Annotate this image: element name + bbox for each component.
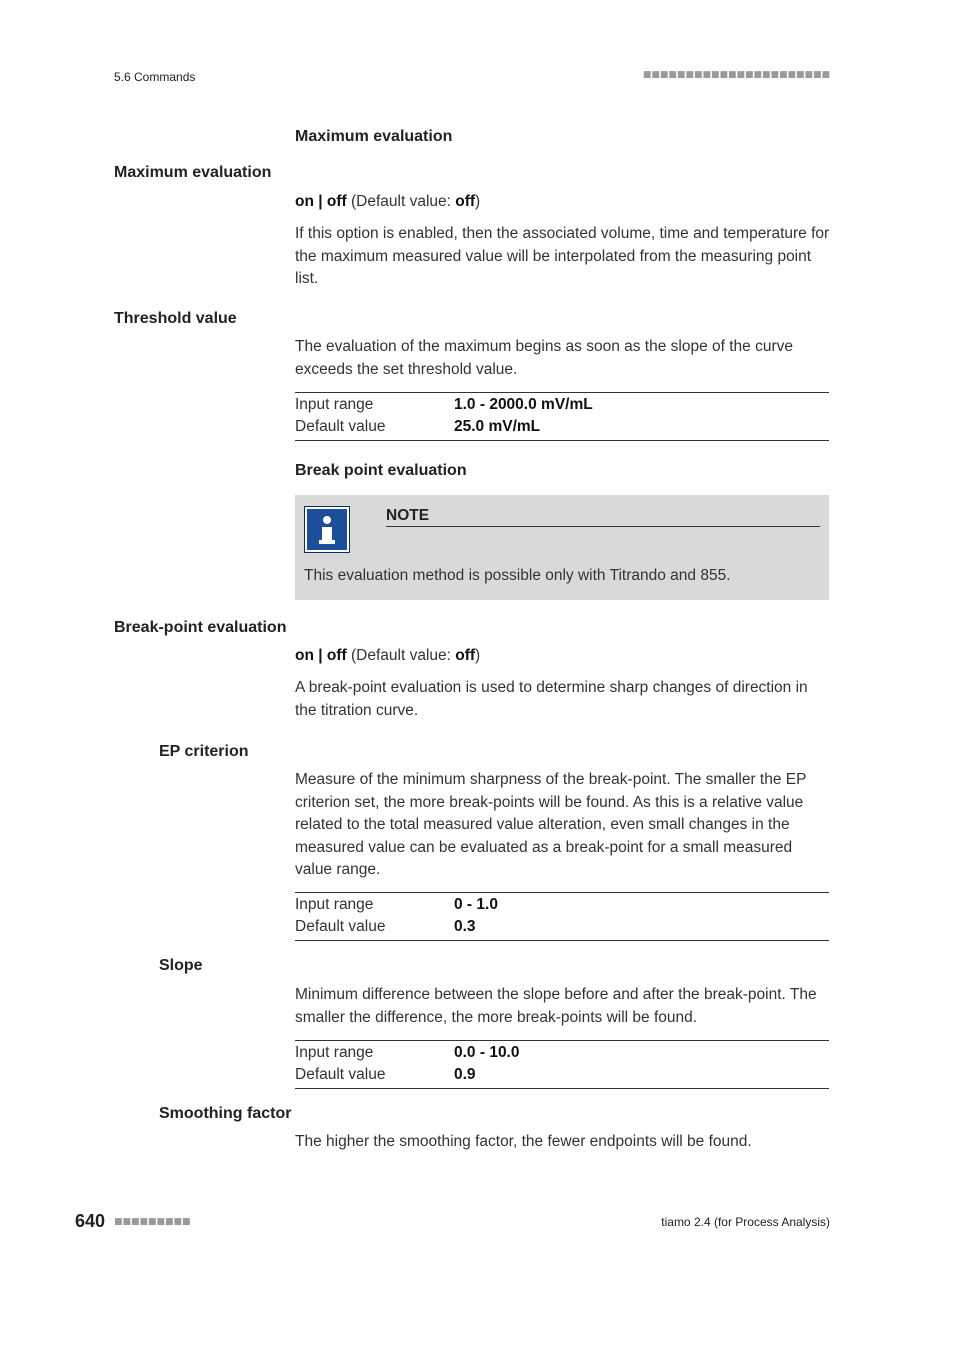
smoothing-factor-description: The higher the smoothing factor, the fewer endpoints will be found. [295,1133,752,1150]
param-title-maximum-evaluation: Maximum evaluation [114,164,272,181]
note-title: NOTE [386,505,820,527]
param-title-ep-criterion: EP criterion [159,743,249,760]
input-range-value: 1.0 - 2000.0 mV/mL [454,396,593,413]
footer-product-name: tiamo 2.4 (for Process Analysis) [661,1215,830,1229]
maximum-evaluation-description: If this option is enabled, then the associated volume, time and temperature for the maximum measured value will be interpolated from the measuring point list. [295,225,830,288]
param-title-threshold-value: Threshold value [114,310,237,327]
default-value: off [455,193,476,210]
default-suffix: ) [475,193,481,210]
break-point-description: A break-point evaluation is used to determine sharp changes of direction in the titration curve. [295,679,808,719]
input-range-label: Input range [295,1044,374,1061]
input-range-row [295,394,829,416]
input-range-row [295,894,829,916]
ep-criterion-description: Measure of the minimum sharpness of the break-point. The smaller the EP criterion set, the more break-points will be found. As this is a relative value related to the total measured value alteration, even small changes in the measured value can be evaluated as a break-point for a small measured value range. [295,771,807,879]
default-value-row [295,1064,829,1086]
break-point-options [295,645,830,668]
slope-description: Minimum difference between the slope before and after the break-point. The smaller the difference, the more break-points will be found. [295,986,817,1026]
input-range-value: 0 - 1.0 [454,896,498,913]
input-range-row [295,1042,829,1064]
default-value-row [295,916,829,938]
running-header-section: 5.6 Commands [114,70,196,84]
section-title-maximum-evaluation: Maximum evaluation [295,128,453,145]
header-decorative-dots: ■■■■■■■■■■■■■■■■■■■■■■ [642,70,830,80]
option-off: off [326,193,347,210]
input-range-label: Input range [295,896,374,913]
default-value-value: 0.9 [454,1066,476,1083]
maximum-evaluation-options [295,191,830,214]
param-title-break-point-evaluation: Break-point evaluation [114,619,287,636]
default-value: off [455,647,476,664]
default-value-label: Default value [295,418,386,435]
option-separator: | [313,647,327,664]
page-number: 640 [75,1211,106,1231]
default-prefix: (Default value: [346,647,456,664]
ep-criterion-range-table [295,892,829,941]
threshold-description: The evaluation of the maximum begins as soon as the slope of the curve exceeds the set threshold value. [295,338,794,378]
default-prefix: (Default value: [346,193,456,210]
footer-decorative-dots: ■■■■■■■■■ [114,1217,191,1227]
param-title-slope: Slope [159,957,203,974]
threshold-range-table [295,392,829,441]
input-range-value: 0.0 - 10.0 [454,1044,520,1061]
default-value-label: Default value [295,1066,386,1083]
section-title-break-point-evaluation: Break point evaluation [295,462,467,479]
option-on: on [295,193,314,210]
note-box [295,495,829,600]
option-on: on [295,647,314,664]
info-icon [304,506,350,553]
default-value-value: 25.0 mV/mL [454,418,541,435]
default-suffix: ) [475,647,481,664]
slope-range-table [295,1040,829,1089]
default-value-row [295,416,829,438]
default-value-label: Default value [295,918,386,935]
param-title-smoothing-factor: Smoothing factor [159,1105,292,1122]
default-value-value: 0.3 [454,918,476,935]
note-text: This evaluation method is possible only with Titrando and 855. [304,567,731,584]
input-range-label: Input range [295,396,374,413]
option-separator: | [313,193,327,210]
option-off: off [326,647,347,664]
